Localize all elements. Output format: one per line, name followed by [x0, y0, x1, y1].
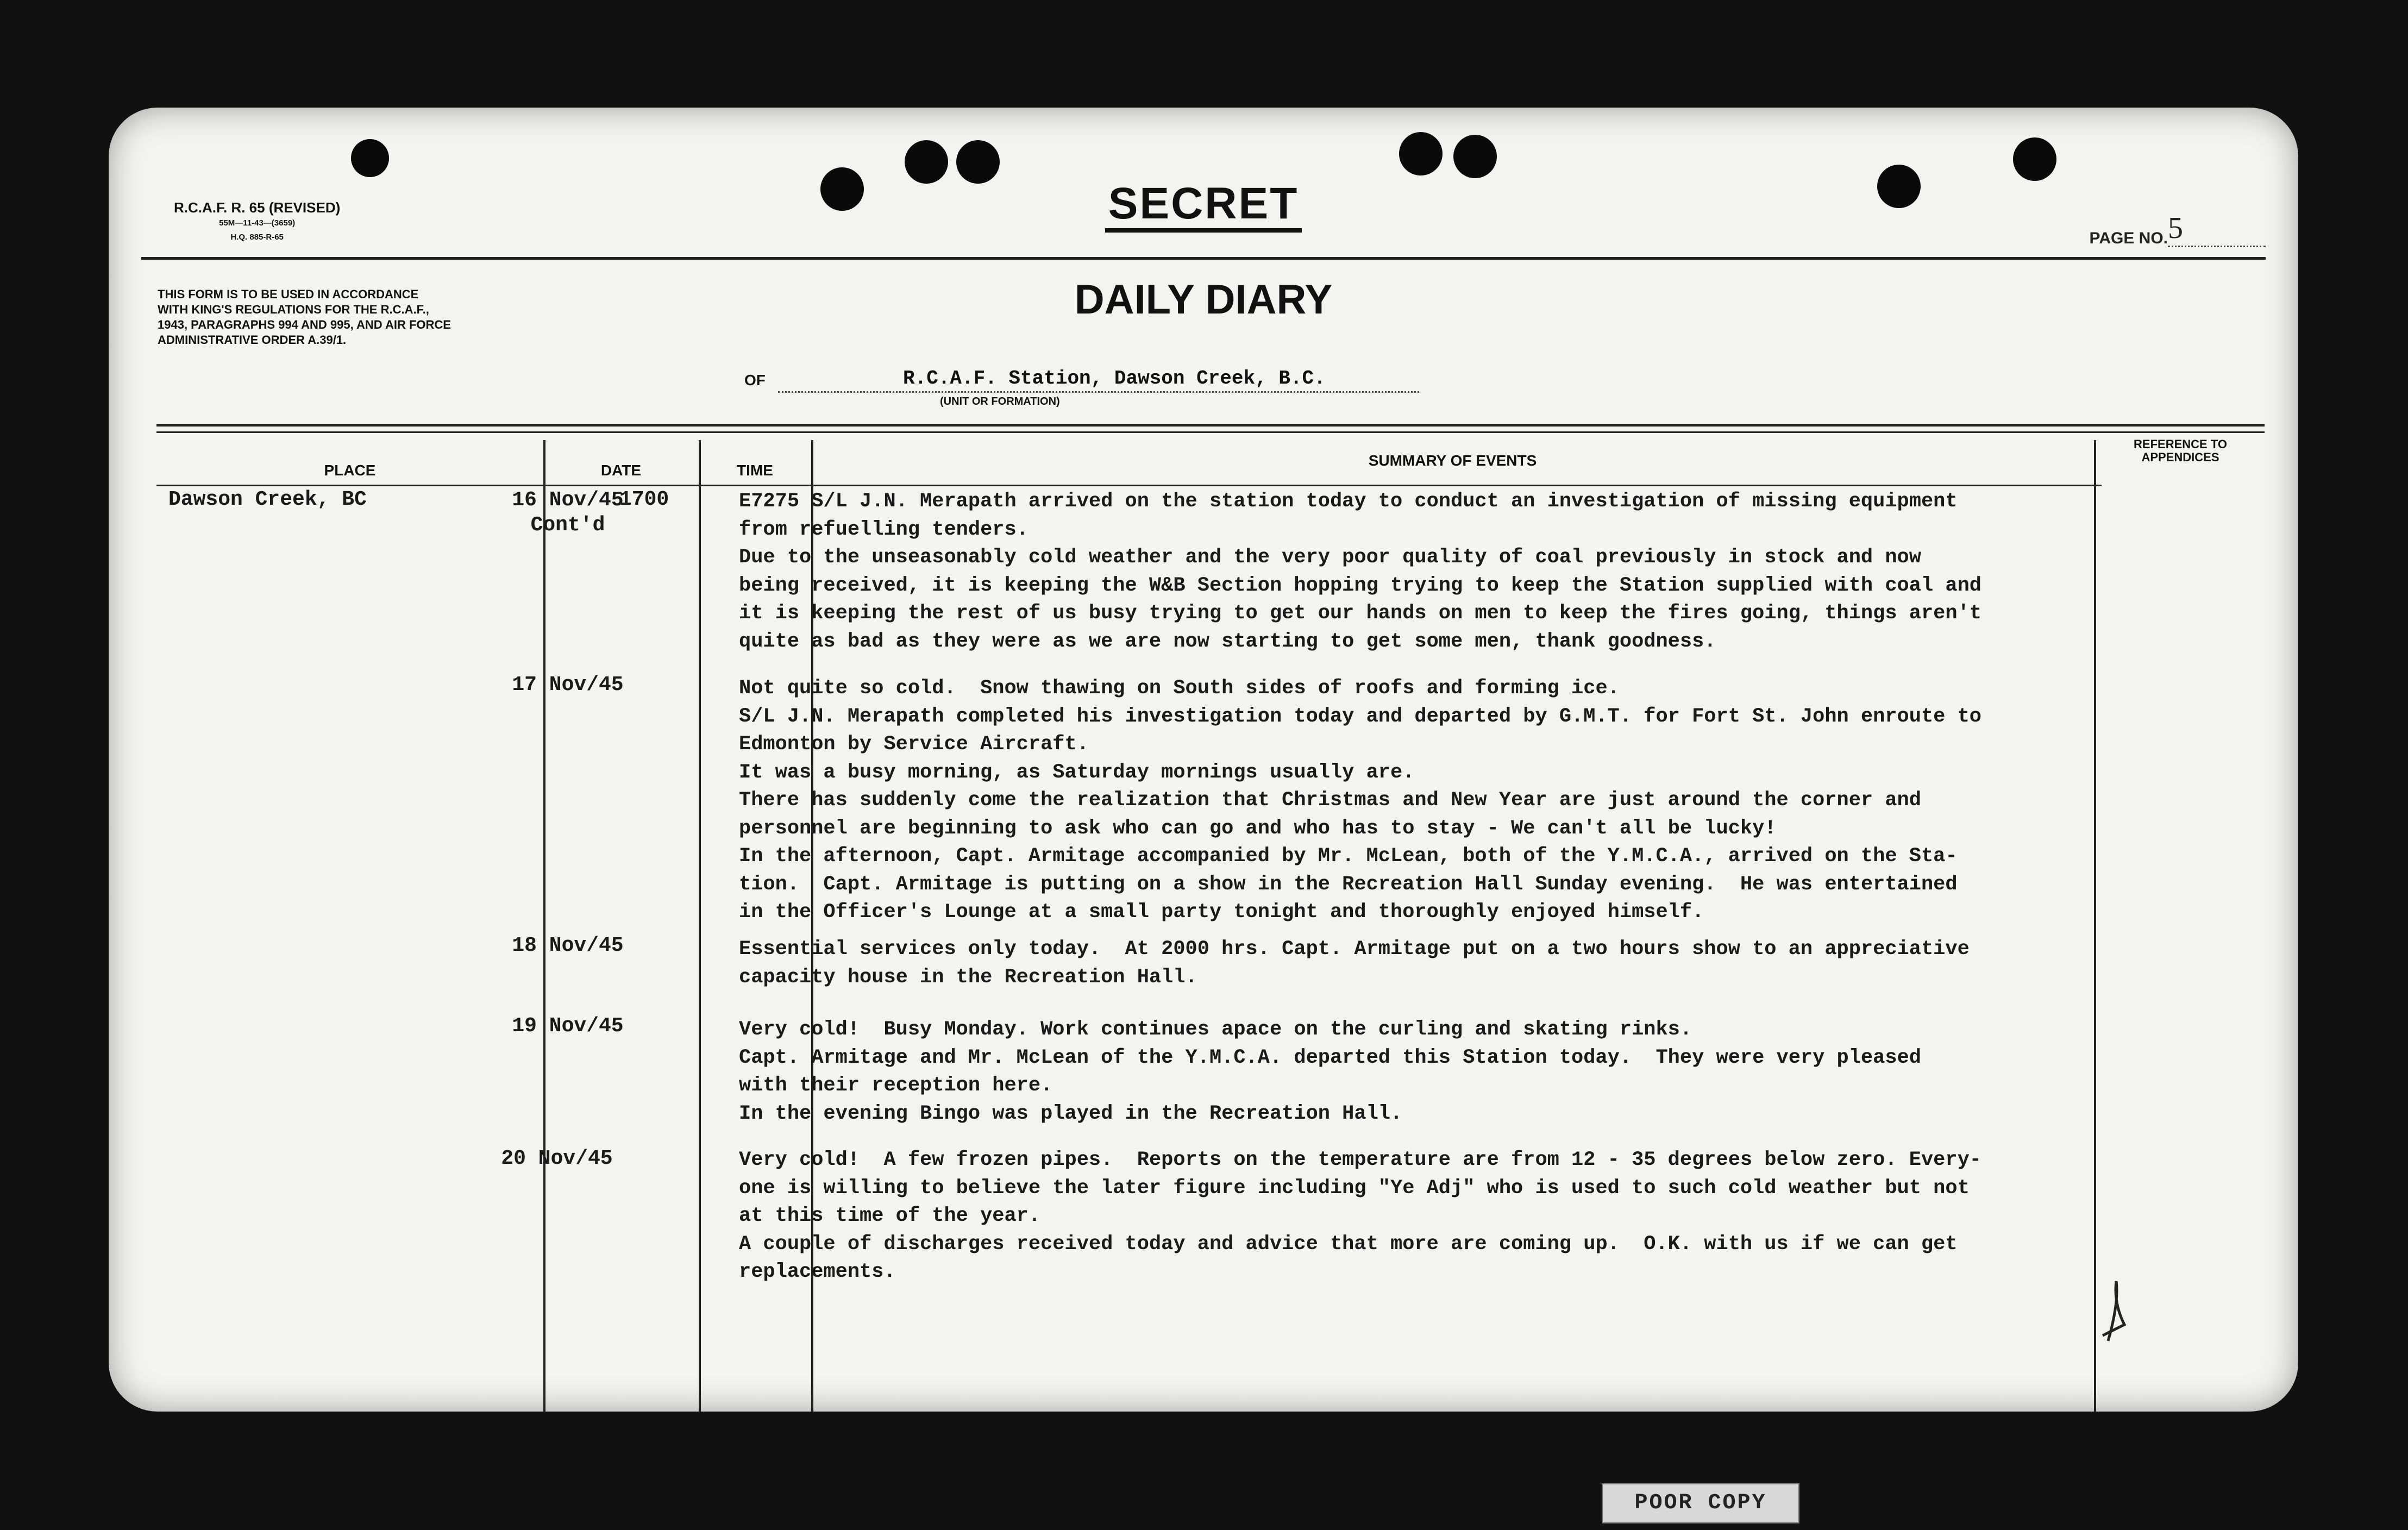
entry-date — [500, 1014, 636, 1039]
entry-summary: Essential services only today. At 2000 hrs. Capt. Armitage put on a two hours show to an appreciative capacity house in the Recreation Hall. — [739, 938, 1970, 989]
form-id-line: H.Q. 885-R-65 — [230, 233, 284, 242]
date-value: 19 Nov/45 — [512, 1014, 624, 1038]
column-divider — [699, 440, 701, 1412]
page-number-value: 5 — [2168, 211, 2266, 247]
column-header-summary: SUMMARY OF EVENTS — [1368, 452, 1537, 469]
page-number — [2089, 211, 2266, 253]
initials-mark — [2092, 1270, 2141, 1346]
instruction-line: WITH KING'S REGULATIONS FOR THE R.C.A.F., — [158, 303, 429, 316]
table-top-rule — [156, 424, 2265, 427]
date-value: 18 Nov/45 — [512, 934, 624, 957]
column-header-place: PLACE — [324, 462, 376, 479]
punch-hole — [905, 140, 948, 184]
date-continued: Cont'd — [530, 513, 605, 537]
form-id-line: R.C.A.F. R. 65 (REVISED) — [174, 199, 341, 216]
diary-form-card — [109, 108, 2298, 1412]
of-label: OF — [744, 372, 766, 388]
entry-time: 1700 — [619, 488, 669, 511]
poor-copy-stamp: POOR COPY — [1602, 1483, 1799, 1523]
column-header-reference — [2096, 438, 2265, 464]
entry-date — [500, 933, 636, 958]
page-title: DAILY DIARY — [1074, 277, 1333, 323]
page-number-label: PAGE NO. — [2089, 229, 2168, 247]
table-top-rule — [156, 431, 2265, 433]
header-bottom-rule — [156, 485, 2102, 486]
reference-line: REFERENCE TO — [2134, 437, 2227, 451]
instruction-line: ADMINISTRATIVE ORDER A.39/1. — [158, 333, 347, 347]
punch-hole — [1453, 135, 1497, 178]
punch-hole — [1399, 132, 1443, 175]
column-header-date: DATE — [600, 462, 642, 479]
instruction-line: 1943, PARAGRAPHS 994 AND 995, AND AIR FORCE — [158, 318, 451, 331]
entry-date — [500, 673, 636, 698]
punch-hole — [2013, 137, 2056, 181]
instruction-line: THIS FORM IS TO BE USED IN ACCORDANCE — [158, 287, 419, 301]
entry-summary: Very cold! A few frozen pipes. Reports on the temperature are from 12 - 35 degrees below zero. Every- one is willing to believe the later figure including "Ye Adj" who is used to such cold weather but not at this time of the year. A couple of discharges received today and advice that more are coming up. O.K. with us if we can get replacements. — [739, 1149, 1981, 1283]
place-value: Dawson Creek, BC — [168, 488, 367, 511]
date-value: 16 Nov/45 — [512, 488, 624, 512]
entry-date — [489, 1146, 625, 1171]
reference-line: APPENDICES — [2141, 450, 2219, 464]
unit-value: R.C.A.F. Station, Dawson Creek, B.C. — [903, 367, 1326, 390]
unit-field — [778, 367, 1419, 393]
header-divider — [141, 257, 2266, 260]
unit-caption: (UNIT OR FORMATION) — [940, 396, 1060, 407]
date-value: 17 Nov/45 — [512, 673, 624, 697]
date-value: 20 Nov/45 — [501, 1147, 613, 1170]
entry-date — [500, 488, 636, 538]
entry-summary: E7275 S/L J.N. Merapath arrived on the station today to conduct an investigation of missing equipment from refuelling tenders. Due to the unseasonably cold weather and the very poor quality of coal previously in stock and now being received, it is keeping the W&B Section hopping trying to keep the Station supplied with coal and it is keeping the rest of us busy trying to get our hands on men to keep the fires going, things aren't quite as bad as they were as we are now starting to get some men, thank goodness. — [739, 490, 1981, 653]
secret-classification — [109, 178, 2298, 229]
form-id-line: 55M—11-43—(3659) — [219, 218, 296, 228]
column-divider — [543, 440, 545, 1412]
entry-summary: Very cold! Busy Monday. Work continues apace on the curling and skating rinks. Capt. Armitage and Mr. McLean of the Y.M.C.A. departed this Station today. They were very pleased with their reception here. In the evening Bingo was played in the Recreation Hall. — [739, 1018, 1921, 1125]
punch-hole — [351, 139, 389, 177]
secret-label: SECRET — [1105, 179, 1302, 233]
column-header-time: TIME — [737, 462, 773, 479]
punch-hole — [956, 140, 1000, 184]
entry-summary: Not quite so cold. Snow thawing on South sides of roofs and forming ice. S/L J.N. Merapath completed his investigation today and departed by G.M.T. for Fort St. John enroute to Edmonton by Service Aircraft. It was a busy morning, as Saturday mornings usually are. There has suddenly come the realization that Christmas and New Year are just around the corner and personnel are beginning to ask who can go and who has to stay - We can't all be lucky! In the afternoon, Capt. Armitage accompanied by Mr. McLean, both of the Y.M.C.A., arrived on the Sta- tion. Capt. Armitage is putting on a show in the Recreation Hall Sunday evening. He was entertained in the Officer's Lounge at a small party tonight and thoroughly enjoyed himself. — [739, 677, 1981, 924]
